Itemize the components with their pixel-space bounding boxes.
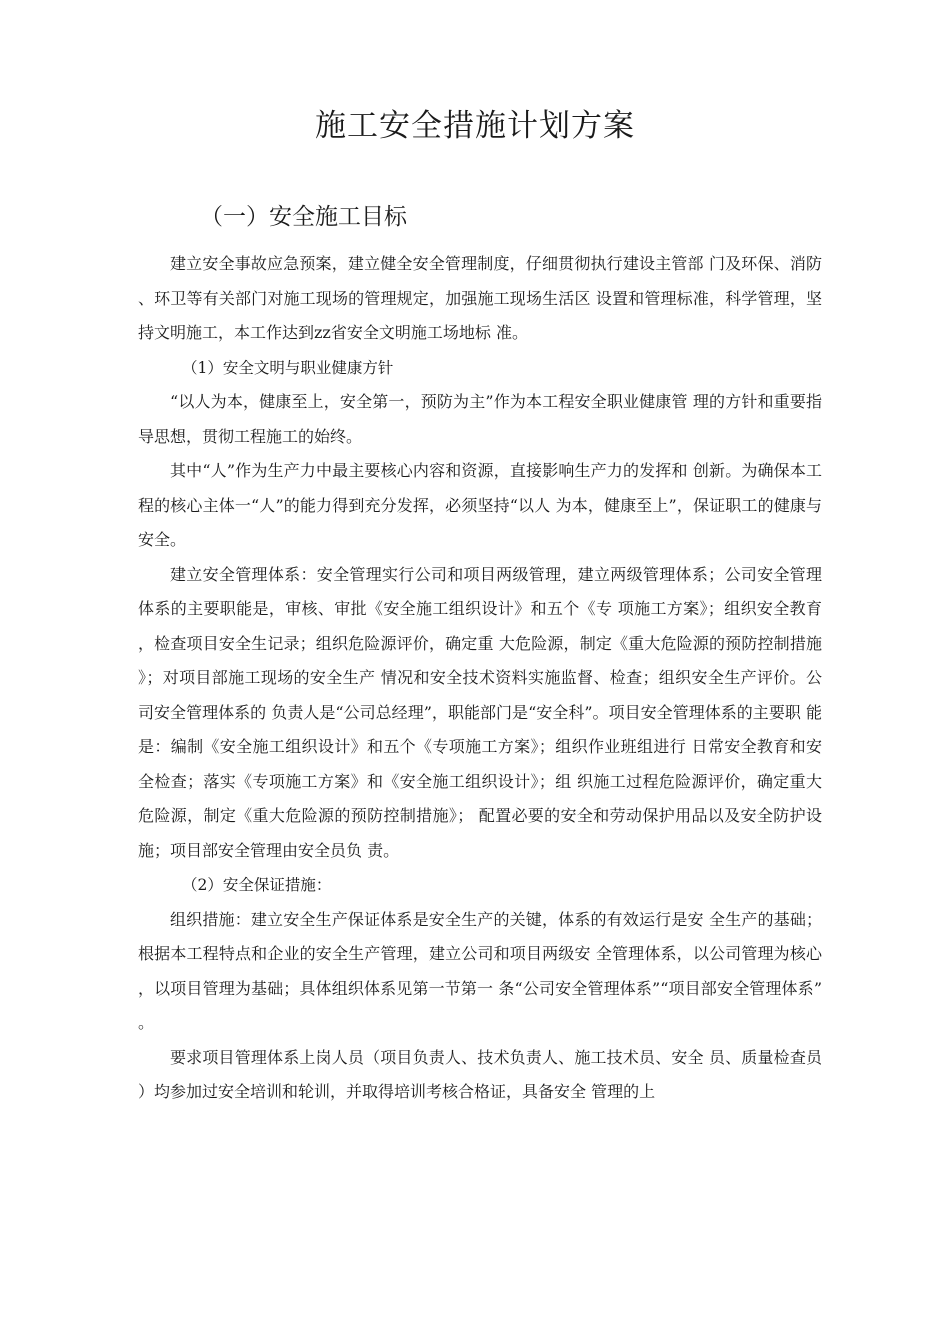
- subheading-measures: （2）安全保证措施：: [182, 876, 332, 894]
- paragraph-goal: 建立安全事故应急预案，建立健全安全管理制度，仔细贯彻执行建设主管部 门及环保、消防、环卫等有关部门对施工现场的管理规定，加强施工现场生活区 设置和管理标准，科学管理，坚持文明施工，本工作达到zz省安全文明施工场地标 准。: [138, 254, 822, 342]
- paragraph-management-system: 建立安全管理体系：安全管理实行公司和项目两级管理，建立两级管理体系；公司安全管理体系的主要职能是，审核、审批《安全施工组织设计》和五个《专 项施工方案》；组织安全教育，检查项目安全生记录；组织危险源评价，确定重 大危险源，制定《重大危险源的预防控制措施》；对项目部施工现场的安全生产 情况和安全技术资料实施监督、检查；组织安全生产评价。公司安全管理体系的 负责人是“公司总经理”，职能部门是“安全科”。项目安全管理体系的主要职 能是：编制《安全施工组织设计》和五个《专项施工方案》；组织作业班组进行 日常安全教育和安全检查；落实《专项施工方案》和《安全施工组织设计》；组 织施工过程危险源评价，确定重大危险源，制定《重大危险源的预防控制措施》； 配置必要的安全和劳动保护用品以及安全防护设施；项目部安全管理由安全员负 责。: [138, 564, 822, 860]
- subheading-policy: （1）安全文明与职业健康方针: [182, 358, 394, 377]
- paragraph-policy: “以人为本，健康至上，安全第一，预防为主”作为本工程安全职业健康管 理的方针和重要指导思想，贯彻工程施工的始终。: [138, 392, 822, 446]
- document-title: 施工安全措施计划方案: [315, 108, 635, 144]
- paragraph-organization: 组织措施：建立安全生产保证体系是安全生产的关键，体系的有效运行是安 全生产的基础；根据本工程特点和企业的安全生产管理，建立公司和项目两级安 全管理体系，以公司管理为核心，以项目管理为基础；具体组织体系见第一节第一 条“公司安全管理体系”“项目部安全管理体系”。: [138, 909, 822, 1032]
- paragraph-people: 其中“人”作为生产力中最主要核心内容和资源，直接影响生产力的发挥和 创新。为确保本工程的核心主体一“人”的能力得到充分发挥，必须坚持“以人 为本，健康至上”，保证职工的健康与安全。: [138, 461, 822, 549]
- document-body: [138, 247, 822, 1110]
- paragraph-personnel: 要求项目管理体系上岗人员（项目负责人、技术负责人、施工技术员、安全 员、质量检查员）均参加过安全培训和轮训，并取得培训考核合格证，具备安全 管理的上: [138, 1047, 822, 1101]
- section-heading: （一）安全施工目标: [200, 204, 407, 230]
